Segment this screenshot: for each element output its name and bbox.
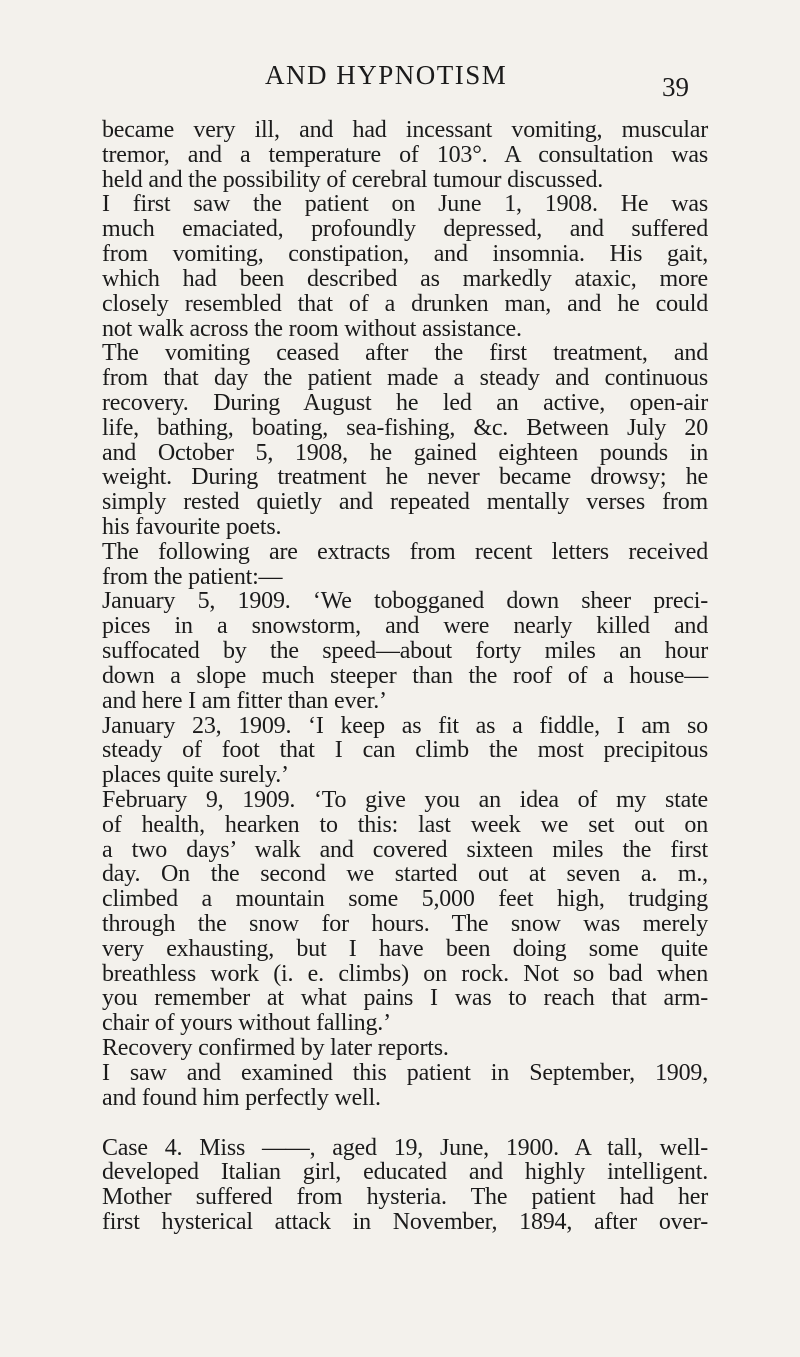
text-line: tremor, and a temperature of 103°. A consultation was [102,141,708,168]
text-line: first hysterical attack in November, 1894, after over- [102,1208,708,1235]
letter-extract [102,788,708,1036]
body-text [102,118,708,1235]
paragraph [102,192,708,341]
text-line: weight. During treatment he never became drowsy; he [102,464,708,491]
letter-extract [102,714,708,788]
text-line: January 23, 1909. ‘I keep as fit as a fiddle, I am so [102,712,708,739]
text-line: very exhausting, but I have been doing some quite [102,935,708,962]
running-head: AND HYPNOTISM [265,60,508,90]
paragraph [102,341,708,540]
text-line: not walk across the room without assistance. [102,315,522,342]
paragraph [102,540,708,590]
text-line: The following are extracts from recent letters received [102,538,708,565]
text-line: pices in a snowstorm, and were nearly killed and [102,613,708,640]
text-line: a two days’ walk and covered sixteen miles the first [102,836,708,863]
section-gap [102,1111,708,1136]
text-line: developed Italian girl, educated and highly intelligent. [102,1159,708,1186]
text-line: simply rested quietly and repeated mentally verses from [102,489,708,516]
text-line: places quite surely.’ [102,762,289,789]
text-line: life, bathing, boating, sea-fishing, &c. Between July 20 [102,414,708,441]
text-line: and found him perfectly well. [102,1084,381,1111]
text-line: recovery. During August he led an active, open-air [102,389,708,416]
paragraph [102,118,708,192]
text-line: The vomiting ceased after the first treatment, and [102,340,708,367]
case-heading-line: Case 4. Miss ——, aged 19, June, 1900. A tall, well- [102,1134,708,1161]
paragraph [102,1036,708,1061]
text-line: closely resembled that of a drunken man, and he could [102,290,708,317]
text-line: Recovery confirmed by later reports. [102,1035,449,1062]
page-number: 39 [662,72,689,102]
paragraph [102,1061,708,1111]
text-line: chair of yours without falling.’ [102,1010,391,1037]
text-line: suffocated by the speed—about forty miles an hour [102,638,708,665]
text-line: from that day the patient made a steady and continuous [102,365,708,392]
text-line: day. On the second we started out at seven a. m., [102,861,708,888]
text-line: of health, hearken to this: last week we set out on [102,811,708,838]
text-line: January 5, 1909. ‘We tobogganed down sheer preci- [102,588,708,615]
text-line: which had been described as markedly ataxic, more [102,265,708,292]
text-line: through the snow for hours. The snow was merely [102,911,708,937]
text-line: down a slope much steeper than the roof of a house— [102,662,708,689]
text-line: much emaciated, profoundly depressed, and suffered [102,216,708,243]
letter-extract [102,589,708,713]
text-line: climbed a mountain some 5,000 feet high, trudging [102,886,708,913]
text-line: Mother suffered from hysteria. The patient had her [102,1184,708,1211]
text-line: steady of foot that I can climb the most precipitous [102,737,708,764]
text-line: I first saw the patient on June 1, 1908. He was [102,191,708,218]
text-line: and October 5, 1908, he gained eighteen pounds in [102,439,708,466]
text-line: his favourite poets. [102,514,282,540]
text-line: and here I am fitter than ever.’ [102,687,387,714]
text-line: I saw and examined this patient in September, 1909, [102,1059,708,1086]
text-line: became very ill, and had incessant vomiting, muscular [102,117,708,143]
text-line: from the patient:— [102,563,283,590]
text-line: held and the possibility of cerebral tumour discussed. [102,166,604,193]
page-header [0,60,800,100]
text-line: you remember at what pains I was to reach that arm- [102,985,708,1012]
text-line: from vomiting, constipation, and insomnia. His gait, [102,241,708,268]
text-line: breathless work (i. e. climbs) on rock. Not so bad when [102,960,708,987]
text-line: February 9, 1909. ‘To give you an idea of my state [102,786,708,813]
case-paragraph [102,1136,708,1235]
